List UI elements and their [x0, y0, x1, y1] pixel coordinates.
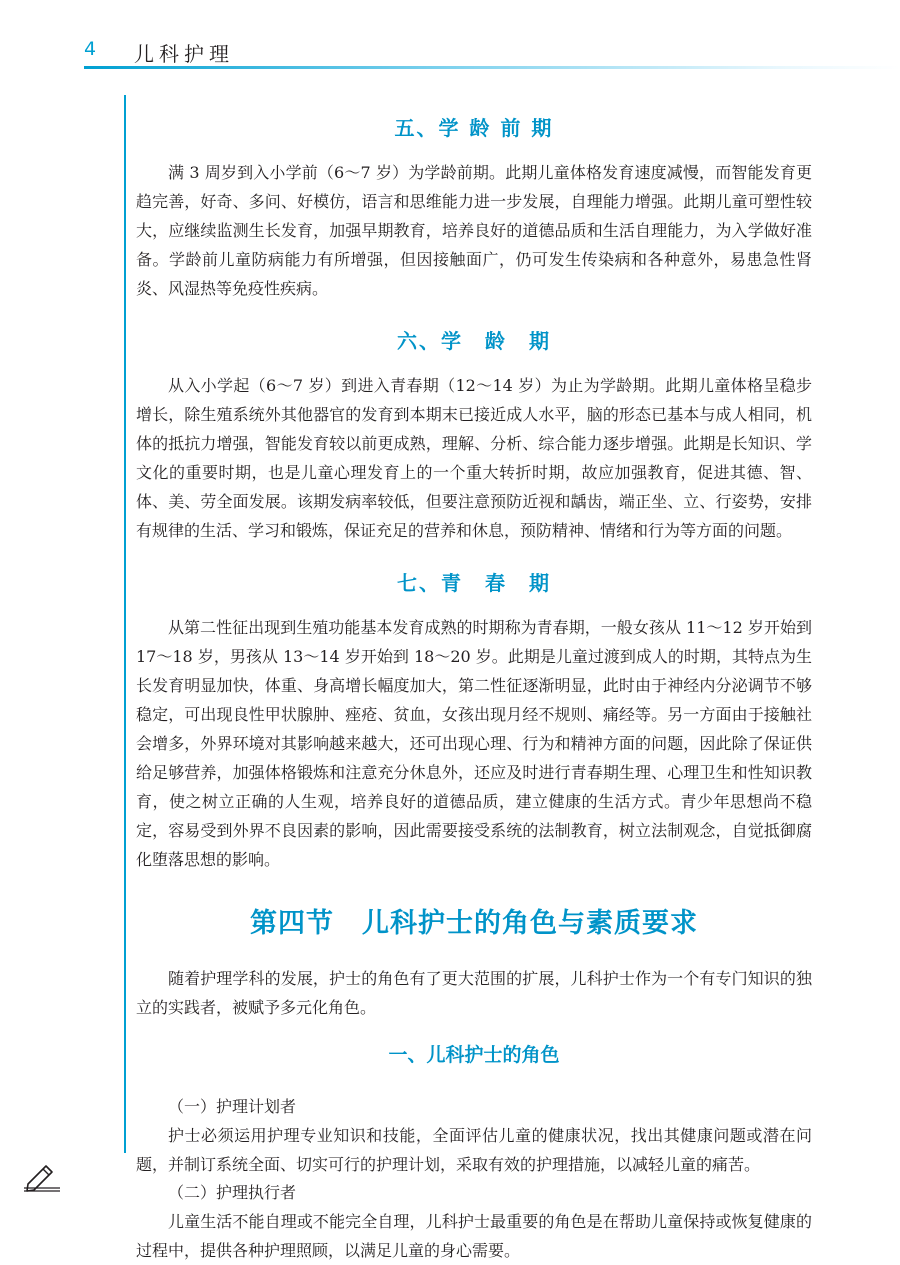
item-heading-planner: （一）护理计划者: [168, 1097, 297, 1116]
paragraph-chapter-intro: 随着护理学科的发展，护士的角色有了更大范围的扩展，儿科护士作为一个有专门知识的独立的实践者，被赋予多元化角色。: [136, 969, 812, 1017]
paragraph-planner: 护士必须运用护理专业知识和技能，全面评估儿童的健康状况，找出其健康问题或潜在问题，并制订系统全面、切实可行的护理计划，采取有效的护理措施，以减轻儿童的痛苦。: [136, 1126, 812, 1174]
pencil-icon: [22, 1158, 62, 1192]
page-body: [136, 112, 812, 1265]
section-title-adolescence: 七、青 春 期: [397, 571, 551, 595]
paragraph-preschool: 满 3 周岁到入小学前（6～7 岁）为学龄前期。此期儿童体格发育速度减慢，而智能发育更趋完善，好奇、多问、好模仿，语言和思维能力进一步发展，自理能力增强。此期儿童可塑性较大，应继续监测生长发育，加强早期教育，培养良好的道德品质和生活自理能力，为入学做好准备。学龄前儿童防病能力有所增强，但因接触面广，仍可发生传染病和各种意外，易患急性肾炎、风湿热等免疫性疾病。: [136, 163, 812, 298]
paragraph-school-age: 从入小学起（6～7 岁）到进入青春期（12～14 岁）为止为学龄期。此期儿童体格呈稳步增长，除生殖系统外其他器官的发育到本期末已接近成人水平，脑的形态已基本与成人相同，机体的抵抗力增强，智能发育较以前更成熟，理解、分析、综合能力逐步增强。此期是长知识、学文化的重要时期，也是儿童心理发育上的一个重大转折时期，故应加强教育，促进其德、智、体、美、劳全面发展。该期发病率较低，但要注意预防近视和龋齿，端正坐、立、行姿势，安排有规律的生活、学习和锻炼，保证充足的营养和休息，预防精神、情绪和行为等方面的问题。: [136, 376, 812, 540]
section-title-preschool: 五、学 龄 前 期: [394, 116, 554, 140]
page-number: 4: [84, 38, 97, 60]
page-header: [0, 0, 900, 80]
running-title: 儿科护理: [134, 42, 234, 66]
paragraph-executor: 儿童生活不能自理或不能完全自理，儿科护士最重要的角色是在帮助儿童保持或恢复健康的过程中，提供各种护理照顾，以满足儿童的身心需要。: [136, 1212, 812, 1260]
header-rule: [84, 66, 900, 69]
chapter-title: 第四节 儿科护士的角色与素质要求: [250, 908, 698, 939]
paragraph-adolescence: 从第二性征出现到生殖功能基本发育成熟的时期称为青春期，一般女孩从 11～12 岁开始到 17～18 岁，男孩从 13～14 岁开始到 18～20 岁。此期是儿童过渡到成人的时期，其特点为生长发育明显加快，体重、身高增长幅度加大，第二性征逐渐明显，此时由于神经内分泌调节不够稳定，可出现良性甲状腺肿、痤疮、贫血，女孩出现月经不规则、痛经等。另一方面由于接触社会增多，外界环境对其影响越来越大，还可出现心理、行为和精神方面的问题，因此除了保证供给足够营养，加强体格锻炼和注意充分休息外，还应及时进行青春期生理、心理卫生和性知识教育，使之树立正确的人生观，培养良好的道德品质，建立健康的生活方式。青少年思想尚不稳定，容易受到外界不良因素的影响，因此需要接受系统的法制教育，树立法制观念，自觉抵御腐化堕落思想的影响。: [136, 618, 812, 869]
subsection-title: 一、儿科护士的角色: [388, 1044, 560, 1066]
margin-rule: [124, 95, 126, 1153]
section-title-school-age: 六、学 龄 期: [397, 329, 551, 353]
item-heading-executor: （二）护理执行者: [168, 1183, 297, 1202]
